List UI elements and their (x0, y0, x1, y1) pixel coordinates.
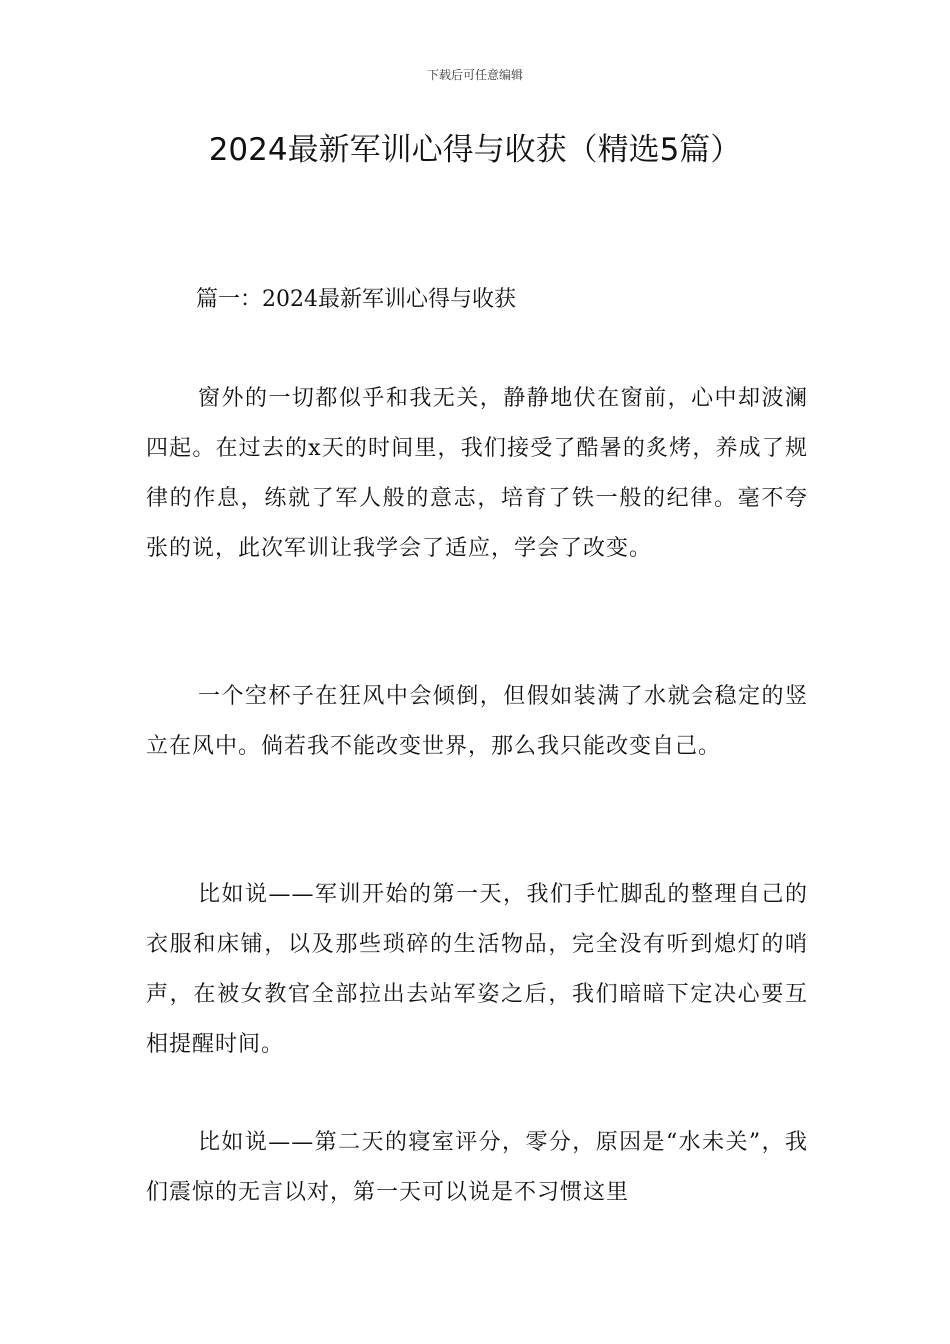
paragraph: 窗外的一切都似乎和我无关，静静地伏在窗前，心中却波澜四起。在过去的x天的时间里，我们接受了酷暑的炙烤，养成了规律的作息，练就了军人般的意志，培育了铁一般的纪律。毫不夸张的说，此次军训让我学会了适应，学会了改变。 (146, 386, 808, 561)
section-heading: 篇一：2024最新军训心得与收获 (196, 287, 516, 312)
paragraph: 一个空杯子在狂风中会倾倒，但假如装满了水就会稳定的竖立在风中。倘若我不能改变世界，那么我只能改变自己。 (146, 684, 808, 759)
paragraph: 比如说——第二天的寝室评分，零分，原因是“水未关”，我们震惊的无言以对，第一天可以说是不习惯这里 (146, 1130, 808, 1205)
paragraph: 比如说——军训开始的第一天，我们手忙脚乱的整理自己的衣服和床铺，以及那些琐碎的生活物品，完全没有听到熄灯的哨声，在被女教官全部拉出去站军姿之后，我们暗暗下定决心要互相提醒时间。 (146, 882, 808, 1057)
header-note: 下载后可任意编辑 (426, 68, 523, 82)
document-title: 2024最新军训心得与收获（精选5篇） (208, 132, 742, 168)
